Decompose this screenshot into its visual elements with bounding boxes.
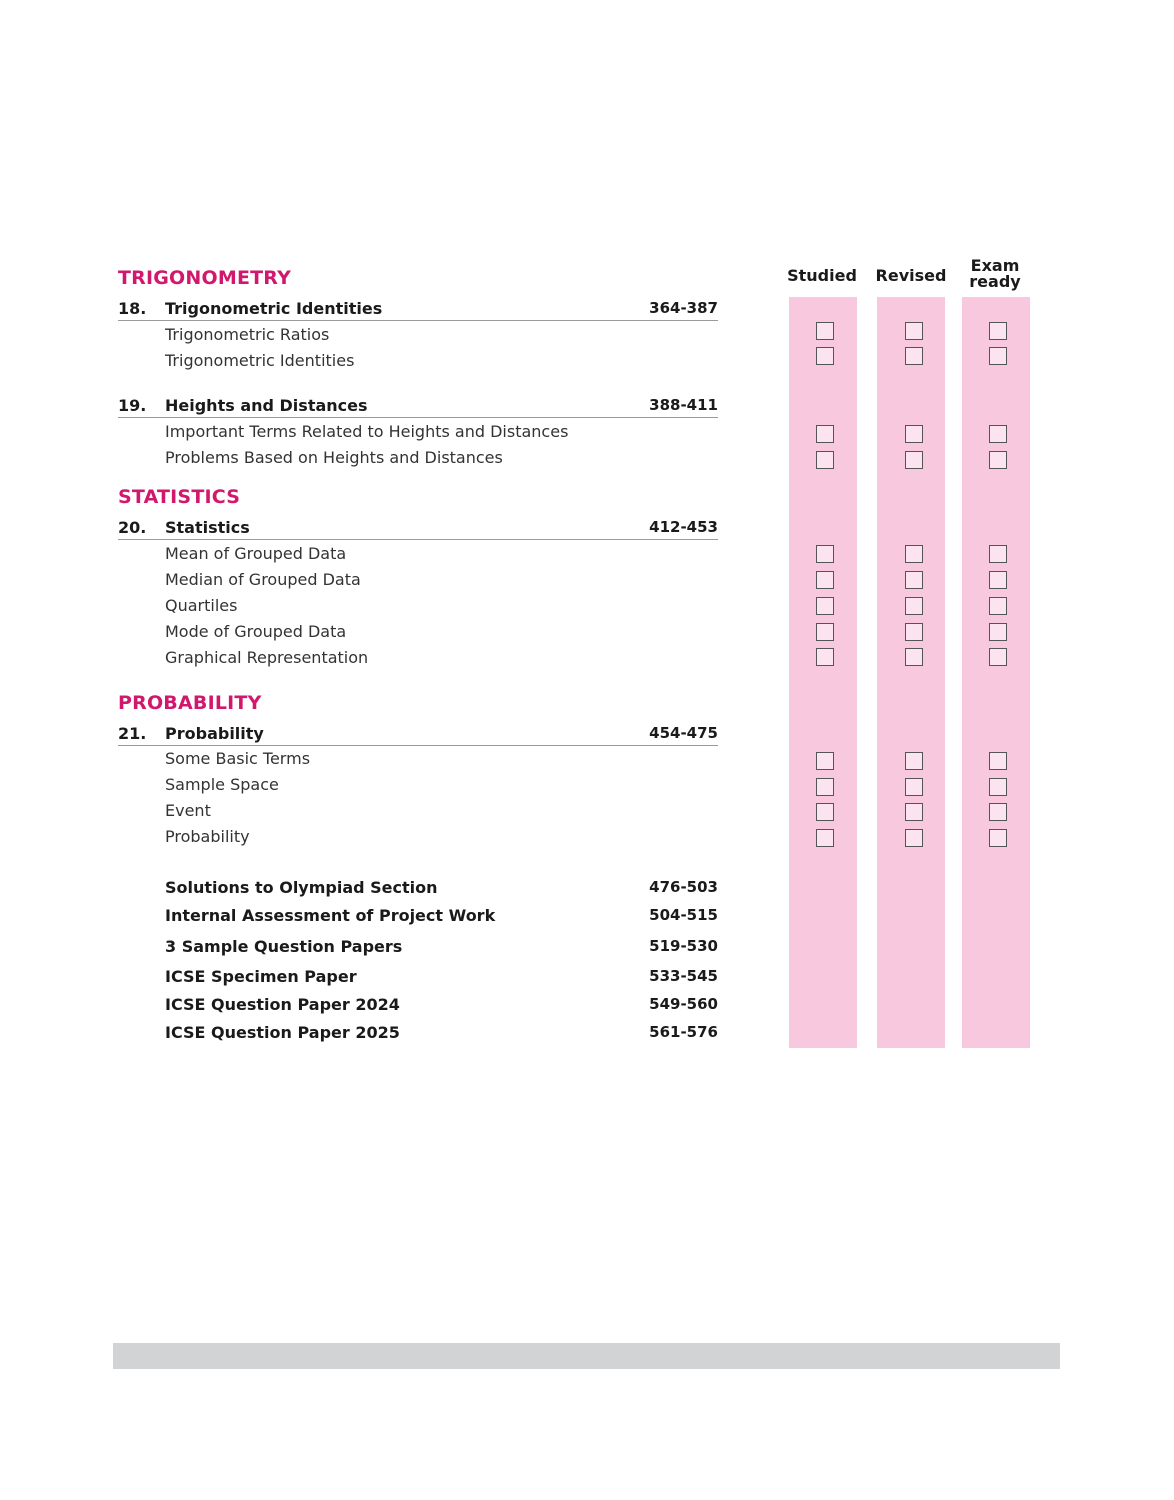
exam-ready-column-band <box>962 297 1030 1048</box>
chapter-rule <box>118 320 718 321</box>
revised-column-band <box>877 297 945 1048</box>
exam-ready-checkbox[interactable] <box>989 752 1007 770</box>
chapter-row <box>118 299 718 321</box>
exam-ready-checkbox[interactable] <box>989 545 1007 563</box>
topic-item: Trigonometric Identities <box>165 351 355 370</box>
chapter-pages: 454-475 <box>649 724 718 742</box>
chapter-pages: 388-411 <box>649 396 718 414</box>
exam-ready-checkbox[interactable] <box>989 597 1007 615</box>
studied-checkbox[interactable] <box>816 752 834 770</box>
extra-title: ICSE Question Paper 2025 <box>165 1023 400 1042</box>
exam-ready-checkbox[interactable] <box>989 425 1007 443</box>
extra-pages: 476-503 <box>649 878 718 896</box>
exam-ready-checkbox[interactable] <box>989 648 1007 666</box>
revised-checkbox[interactable] <box>905 347 923 365</box>
extra-pages: 549-560 <box>649 995 718 1013</box>
chapter-title: Heights and Distances <box>165 396 368 415</box>
studied-checkbox[interactable] <box>816 322 834 340</box>
topic-item: Mode of Grouped Data <box>165 622 347 641</box>
topic-item: Median of Grouped Data <box>165 570 361 589</box>
footer-bar <box>113 1343 1060 1369</box>
chapter-title: Trigonometric Identities <box>165 299 383 318</box>
topic-item: Quartiles <box>165 596 238 615</box>
studied-checkbox[interactable] <box>816 623 834 641</box>
studied-checkbox[interactable] <box>816 829 834 847</box>
studied-checkbox[interactable] <box>816 347 834 365</box>
revised-checkbox[interactable] <box>905 597 923 615</box>
extra-pages: 519-530 <box>649 937 718 955</box>
exam-ready-header-line1: Exam <box>970 256 1020 275</box>
section-heading: PROBABILITY <box>118 692 262 714</box>
revised-checkbox[interactable] <box>905 778 923 796</box>
studied-checkbox[interactable] <box>816 778 834 796</box>
exam-ready-checkbox[interactable] <box>989 623 1007 641</box>
topic-item: Important Terms Related to Heights and Distances <box>165 422 569 441</box>
studied-column-band <box>789 297 857 1048</box>
chapter-rule <box>118 745 718 746</box>
extra-title: Solutions to Olympiad Section <box>165 878 438 897</box>
chapter-row <box>118 396 718 418</box>
chapter-row <box>118 518 718 540</box>
exam-ready-header-line2: ready <box>969 272 1021 291</box>
chapter-number: 21. <box>118 724 147 743</box>
exam-ready-checkbox[interactable] <box>989 803 1007 821</box>
topic-item: Event <box>165 801 211 820</box>
extra-entry <box>165 967 718 986</box>
revised-checkbox[interactable] <box>905 829 923 847</box>
extra-title: ICSE Question Paper 2024 <box>165 995 400 1014</box>
topic-item: Probability <box>165 827 250 846</box>
revised-checkbox[interactable] <box>905 648 923 666</box>
exam-ready-checkbox[interactable] <box>989 451 1007 469</box>
exam-ready-checkbox[interactable] <box>989 829 1007 847</box>
topic-item: Some Basic Terms <box>165 749 311 768</box>
chapter-rule <box>118 417 718 418</box>
exam-ready-checkbox[interactable] <box>989 778 1007 796</box>
topic-item: Mean of Grouped Data <box>165 544 347 563</box>
extra-pages: 504-515 <box>649 906 718 924</box>
chapter-rule <box>118 539 718 540</box>
topic-item: Problems Based on Heights and Distances <box>165 448 503 467</box>
extra-entry <box>165 995 718 1014</box>
studied-checkbox[interactable] <box>816 803 834 821</box>
revised-checkbox[interactable] <box>905 571 923 589</box>
studied-checkbox[interactable] <box>816 648 834 666</box>
extra-title: Internal Assessment of Project Work <box>165 906 496 925</box>
chapter-pages: 412-453 <box>649 518 718 536</box>
extra-pages: 561-576 <box>649 1023 718 1041</box>
chapter-title: Probability <box>165 724 264 743</box>
extra-entry <box>165 1023 718 1042</box>
extra-title: ICSE Specimen Paper <box>165 967 357 986</box>
extra-pages: 533-545 <box>649 967 718 985</box>
chapter-number: 19. <box>118 396 147 415</box>
extra-entry <box>165 906 718 925</box>
studied-checkbox[interactable] <box>816 425 834 443</box>
topic-item: Trigonometric Ratios <box>165 325 330 344</box>
section-heading: TRIGONOMETRY <box>118 267 292 289</box>
revised-checkbox[interactable] <box>905 623 923 641</box>
studied-checkbox[interactable] <box>816 451 834 469</box>
chapter-title: Statistics <box>165 518 250 537</box>
chapter-pages: 364-387 <box>649 299 718 317</box>
section-heading: STATISTICS <box>118 486 241 508</box>
extra-entry <box>165 937 718 956</box>
topic-item: Sample Space <box>165 775 279 794</box>
exam-ready-checkbox[interactable] <box>989 347 1007 365</box>
studied-checkbox[interactable] <box>816 597 834 615</box>
exam-ready-column-header <box>945 258 1045 290</box>
revised-column-header: Revised <box>875 266 947 285</box>
extra-entry <box>165 878 718 897</box>
topic-item: Graphical Representation <box>165 648 369 667</box>
revised-checkbox[interactable] <box>905 545 923 563</box>
chapter-number: 20. <box>118 518 147 537</box>
revised-checkbox[interactable] <box>905 451 923 469</box>
chapter-row <box>118 724 718 746</box>
revised-checkbox[interactable] <box>905 752 923 770</box>
studied-column-header: Studied <box>787 266 857 285</box>
extra-title: 3 Sample Question Papers <box>165 937 403 956</box>
studied-checkbox[interactable] <box>816 571 834 589</box>
exam-ready-checkbox[interactable] <box>989 322 1007 340</box>
revised-checkbox[interactable] <box>905 322 923 340</box>
revised-checkbox[interactable] <box>905 425 923 443</box>
exam-ready-checkbox[interactable] <box>989 571 1007 589</box>
studied-checkbox[interactable] <box>816 545 834 563</box>
chapter-number: 18. <box>118 299 147 318</box>
revised-checkbox[interactable] <box>905 803 923 821</box>
